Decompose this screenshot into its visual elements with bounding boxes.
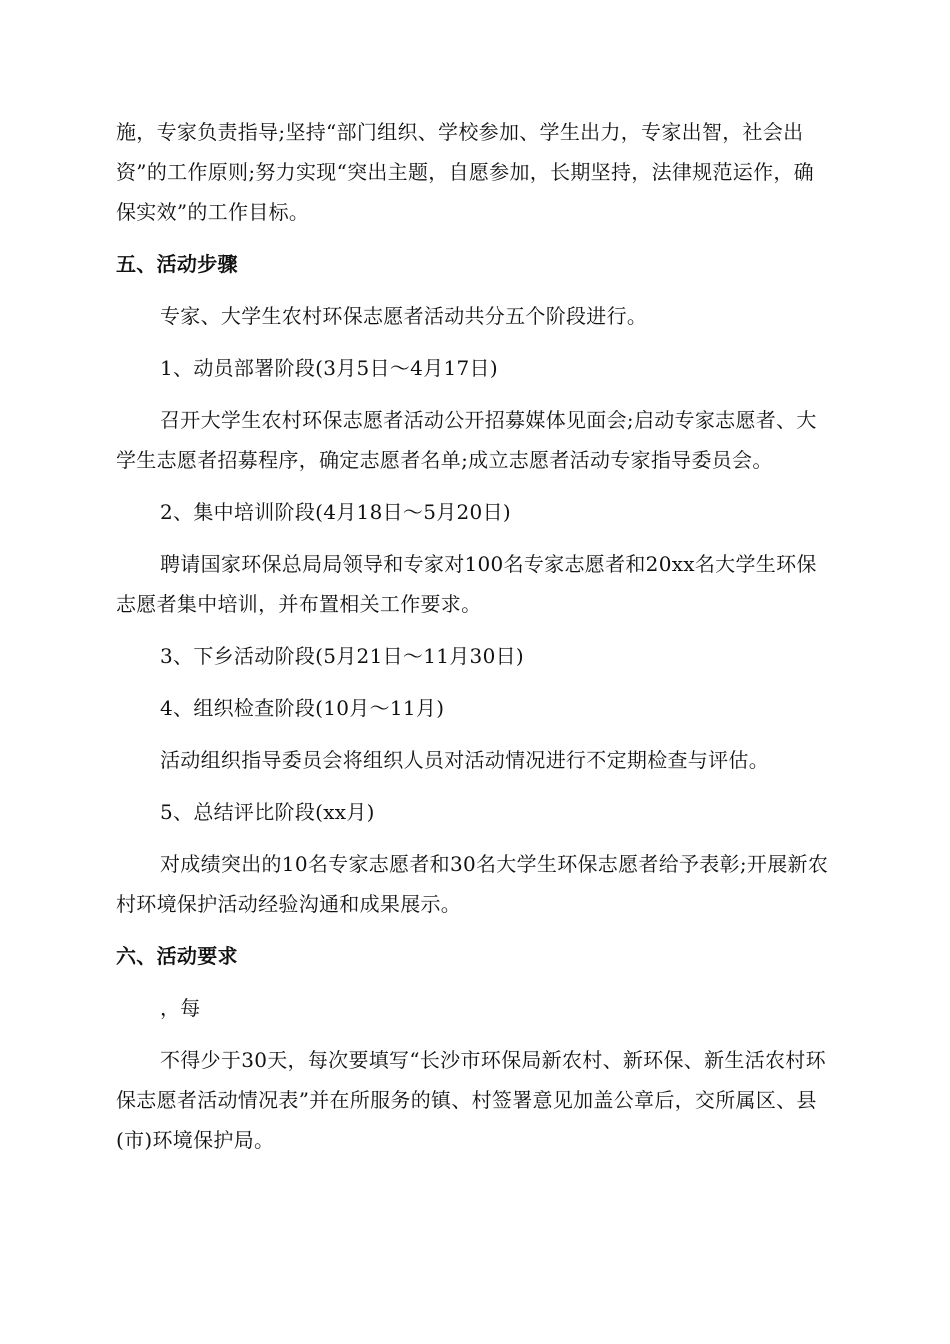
body-paragraph: 聘请国家环保总局局领导和专家对100名专家志愿者和20xx名大学生环保志愿者集中培训，并布置相关工作要求。 — [116, 552, 817, 616]
step-heading: 3、下乡活动阶段(5月21日～11月30日) — [160, 644, 525, 668]
body-paragraph: 专家、大学生农村环保志愿者活动共分五个阶段进行。 — [160, 304, 648, 328]
step-heading: 2、集中培训阶段(4月18日～5月20日) — [160, 500, 511, 524]
document-page — [116, 112, 832, 1160]
body-paragraph: 施，专家负责指导;坚持“部门组织、学校参加、学生出力，专家出智，社会出资”的工作原则;努力实现“突出主题，自愿参加，长期坚持，法律规范运作，确保实效”的工作目标。 — [116, 120, 814, 224]
section-heading: 五、活动步骤 — [116, 252, 238, 276]
step-heading: 4、组织检查阶段(10月～11月) — [160, 696, 445, 720]
body-paragraph: 活动组织指导委员会将组织人员对活动情况进行不定期检查与评估。 — [160, 748, 769, 772]
step-heading: 1、动员部署阶段(3月5日～4月17日) — [160, 356, 498, 380]
body-paragraph: 召开大学生农村环保志愿者活动公开招募媒体见面会;启动专家志愿者、大学生志愿者招募程序，确定志愿者名单;成立志愿者活动专家指导委员会。 — [116, 408, 817, 472]
body-paragraph: 不得少于30天，每次要填写“长沙市环保局新农村、新环保、新生活农村环保志愿者活动情况表”并在所服务的镇、村签署意见加盖公章后，交所属区、县(市)环境保护局。 — [116, 1048, 826, 1152]
body-paragraph: 对成绩突出的10名专家志愿者和30名大学生环保志愿者给予表彰;开展新农村环境保护活动经验沟通和成果展示。 — [116, 852, 829, 916]
body-paragraph: ，每 — [160, 996, 201, 1020]
section-heading: 六、活动要求 — [116, 944, 238, 968]
step-heading: 5、总结评比阶段(xx月) — [160, 800, 375, 824]
